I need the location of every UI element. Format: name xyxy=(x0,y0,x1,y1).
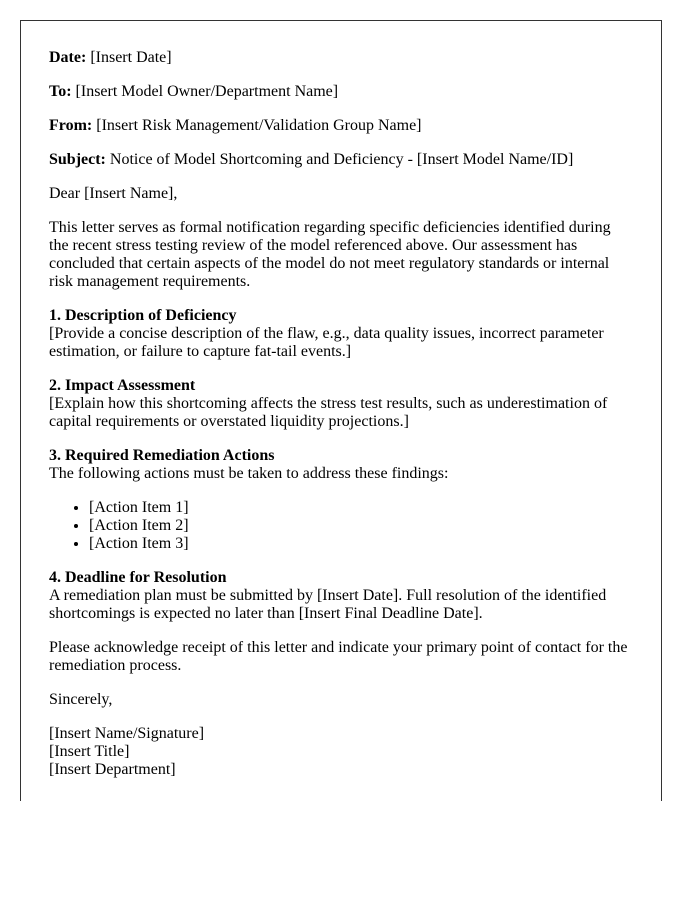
date-line: Date: [Insert Date] xyxy=(49,49,172,66)
signature-title: [Insert Title] xyxy=(49,743,130,760)
section-title: 2. Impact Assessment xyxy=(49,377,196,394)
section-title: 3. Required Remediation Actions xyxy=(49,447,275,464)
list-item: • [Action Item 1] xyxy=(89,499,661,517)
section-body: A remediation plan must be submitted by [Insert Date]. Full resolution of the identified shortcomings is expected no later than [Insert Final Deadline Date]. xyxy=(49,587,607,622)
list-item: • [Action Item 3] xyxy=(89,535,661,553)
intro-paragraph: This letter serves as formal notification regarding specific deficiencies identified during the recent stress testing review of the model referenced above. Our assessment has concluded that certain aspects of the model do not meet regulatory standards or internal risk management requirements. xyxy=(49,219,611,290)
signature-department: [Insert Department] xyxy=(49,761,176,778)
section-title: 1. Description of Deficiency xyxy=(49,307,237,324)
closing: Sincerely, xyxy=(49,691,113,708)
letter-page xyxy=(20,20,662,801)
from-line: From: [Insert Risk Management/Validation Group Name] xyxy=(49,117,422,134)
section-remediation xyxy=(49,447,661,483)
section-title: 4. Deadline for Resolution xyxy=(49,569,227,586)
salutation: Dear [Insert Name], xyxy=(49,185,178,202)
subject-line: Subject: Notice of Model Shortcoming and Deficiency - [Insert Model Name/ID] xyxy=(49,151,574,168)
section-description xyxy=(49,307,661,361)
signature-name: [Insert Name/Signature] xyxy=(49,725,205,742)
section-deadline xyxy=(49,569,661,623)
section-body: [Explain how this shortcoming affects the stress test results, such as underestimation of capital requirements or overstated liquidity projections.] xyxy=(49,395,608,430)
section-impact xyxy=(49,377,661,431)
section-body: The following actions must be taken to address these findings: xyxy=(49,465,449,482)
signature-block xyxy=(49,725,661,779)
to-line: To: [Insert Model Owner/Department Name] xyxy=(49,83,339,100)
closing-request: Please acknowledge receipt of this letter and indicate your primary point of contact for the remediation process. xyxy=(49,639,628,674)
section-body: [Provide a concise description of the flaw, e.g., data quality issues, incorrect parameter estimation, or failure to capture fat-tail events.] xyxy=(49,325,604,360)
action-list xyxy=(49,499,661,553)
list-item: • [Action Item 2] xyxy=(89,517,661,535)
